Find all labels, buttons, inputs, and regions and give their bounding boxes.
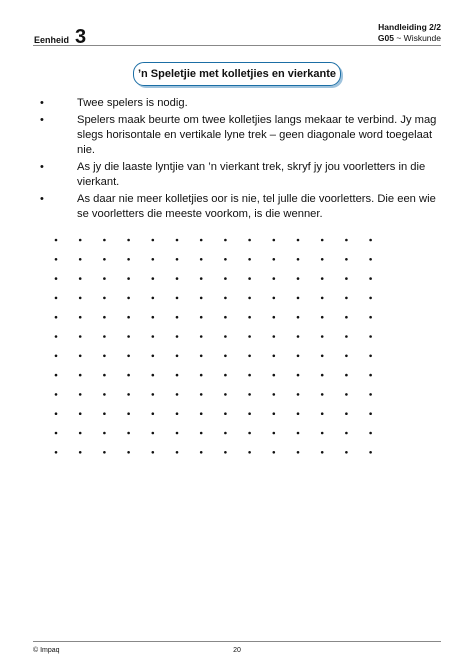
grid-dot[interactable] [297, 335, 300, 338]
grid-dot[interactable] [297, 374, 300, 377]
grid-dot[interactable] [321, 239, 324, 242]
grid-dot[interactable] [176, 374, 179, 377]
grid-dot[interactable] [103, 239, 106, 242]
page-number: 20 [233, 647, 241, 654]
grid-dot[interactable] [224, 451, 227, 454]
footer-divider [33, 641, 441, 642]
grid-dot[interactable] [345, 374, 348, 377]
grid-dot[interactable] [152, 393, 155, 396]
grid-dot[interactable] [273, 393, 276, 396]
grid-dot[interactable] [224, 393, 227, 396]
bullet-icon: • [40, 193, 44, 205]
grid-dot[interactable] [152, 374, 155, 377]
grid-dot[interactable] [176, 335, 179, 338]
grid-dot[interactable] [224, 374, 227, 377]
grid-dot[interactable] [248, 277, 251, 280]
grid-dot[interactable] [273, 412, 276, 415]
grid-dot[interactable] [55, 374, 58, 377]
grid-dot[interactable] [79, 258, 82, 261]
bullet-icon: • [40, 161, 44, 173]
grid-dot[interactable] [369, 412, 372, 415]
grid-dot[interactable] [176, 412, 179, 415]
grid-dot[interactable] [127, 374, 130, 377]
grid-dot[interactable] [103, 258, 106, 261]
grid-dot[interactable] [248, 412, 251, 415]
grid-dot[interactable] [345, 451, 348, 454]
grid-dot[interactable] [200, 412, 203, 415]
grid-dot[interactable] [248, 297, 251, 300]
grid-dot[interactable] [103, 316, 106, 319]
rule-text: As jy die laaste lyntjie van ’n vierkant trek, skryf jy jou voorletters in die vierkant. [77, 161, 426, 188]
rules-list [40, 96, 438, 224]
grid-dot[interactable] [248, 451, 251, 454]
rule-text: As daar nie meer kolletjies oor is nie, tel julle die voorletters. Die een wie se voorletters die meeste voorkom, is die wenner. [77, 193, 436, 220]
grid-dot[interactable] [200, 451, 203, 454]
grid-dot[interactable] [297, 258, 300, 261]
grid-dot[interactable] [176, 316, 179, 319]
grid-dot[interactable] [297, 239, 300, 242]
grid-dot[interactable] [176, 355, 179, 358]
grid-dot[interactable] [273, 355, 276, 358]
grid-dot[interactable] [127, 297, 130, 300]
grid-dot[interactable] [200, 258, 203, 261]
grid-dot[interactable] [321, 355, 324, 358]
grid-dot[interactable] [273, 374, 276, 377]
rule-item [40, 96, 438, 111]
rule-item [40, 160, 438, 190]
grid-dot[interactable] [152, 355, 155, 358]
grid-dot[interactable] [369, 277, 372, 280]
bullet-icon: • [40, 97, 44, 109]
grade-subject [378, 33, 441, 44]
grid-dot[interactable] [200, 335, 203, 338]
grid-dot[interactable] [345, 277, 348, 280]
grid-dot[interactable] [152, 412, 155, 415]
grid-dot[interactable] [321, 297, 324, 300]
grid-dot[interactable] [103, 335, 106, 338]
grid-dot[interactable] [103, 355, 106, 358]
grid-dot[interactable] [273, 316, 276, 319]
grid-dot[interactable] [297, 412, 300, 415]
grid-dot[interactable] [321, 393, 324, 396]
grid-dot[interactable] [248, 239, 251, 242]
grid-dot[interactable] [176, 393, 179, 396]
grid-dot[interactable] [79, 316, 82, 319]
grid-dot[interactable] [224, 355, 227, 358]
grid-dot[interactable] [321, 412, 324, 415]
grid-dot[interactable] [224, 277, 227, 280]
grid-dot[interactable] [55, 355, 58, 358]
grid-dot[interactable] [55, 316, 58, 319]
grid-dot[interactable] [79, 335, 82, 338]
grid-dot[interactable] [345, 335, 348, 338]
grid-dot[interactable] [103, 393, 106, 396]
grid-dot[interactable] [103, 432, 106, 435]
grid-dot[interactable] [55, 277, 58, 280]
grid-dot[interactable] [103, 374, 106, 377]
grid-dot[interactable] [321, 316, 324, 319]
grid-dot[interactable] [200, 432, 203, 435]
grid-dot[interactable] [321, 258, 324, 261]
grid-dot[interactable] [103, 277, 106, 280]
bullet-icon: • [40, 114, 44, 126]
grid-dot[interactable] [103, 297, 106, 300]
grid-dot[interactable] [200, 277, 203, 280]
unit-label: Eenheid [34, 35, 70, 45]
grid-dot[interactable] [224, 258, 227, 261]
grid-dot[interactable] [127, 239, 130, 242]
unit-number: 3 [75, 26, 87, 48]
grid-dot[interactable] [273, 335, 276, 338]
subject-separator: ~ [393, 33, 404, 43]
grid-dot[interactable] [345, 432, 348, 435]
grid-dot[interactable] [321, 451, 324, 454]
grid-dot[interactable] [297, 277, 300, 280]
grid-dot[interactable] [55, 335, 58, 338]
grid-dot[interactable] [321, 335, 324, 338]
grid-dot[interactable] [127, 335, 130, 338]
grid-dot[interactable] [369, 297, 372, 300]
grid-dot[interactable] [224, 239, 227, 242]
grid-dot[interactable] [176, 432, 179, 435]
grid-dot[interactable] [345, 355, 348, 358]
grid-dot[interactable] [200, 316, 203, 319]
grid-dot[interactable] [369, 239, 372, 242]
grid-dot[interactable] [127, 393, 130, 396]
grid-dot[interactable] [200, 374, 203, 377]
grid-dot[interactable] [55, 432, 58, 435]
grid-dot[interactable] [297, 297, 300, 300]
grid-dot[interactable] [321, 277, 324, 280]
grid-dot[interactable] [369, 258, 372, 261]
grid-dot[interactable] [369, 393, 372, 396]
grid-dot[interactable] [273, 277, 276, 280]
grade-code: G05 [377, 33, 394, 43]
grid-dot[interactable] [297, 451, 300, 454]
grid-dot[interactable] [55, 451, 58, 454]
grid-dot[interactable] [103, 451, 106, 454]
grid-dot[interactable] [297, 316, 300, 319]
grid-dot[interactable] [200, 239, 203, 242]
grid-dot[interactable] [224, 335, 227, 338]
grid-dot[interactable] [152, 297, 155, 300]
grid-dot[interactable] [127, 432, 130, 435]
grid-dot[interactable] [55, 258, 58, 261]
grid-dot[interactable] [79, 374, 82, 377]
guide-label: Handleiding 2/2 [378, 22, 441, 32]
grid-dot[interactable] [79, 393, 82, 396]
copyright-notice: © Impaq [33, 647, 60, 654]
grid-dot[interactable] [200, 355, 203, 358]
grid-dot[interactable] [297, 432, 300, 435]
grid-dot[interactable] [79, 239, 82, 242]
rule-text: Twee spelers is nodig. [77, 97, 188, 109]
dot-grid [40, 230, 380, 500]
grid-dot[interactable] [369, 451, 372, 454]
grid-dot[interactable] [369, 316, 372, 319]
grid-dot[interactable] [152, 277, 155, 280]
grid-dot[interactable] [200, 297, 203, 300]
grid-dot[interactable] [127, 258, 130, 261]
grid-dot[interactable] [79, 277, 82, 280]
grid-dot[interactable] [345, 258, 348, 261]
grid-dot[interactable] [345, 239, 348, 242]
grid-dot[interactable] [273, 451, 276, 454]
grid-dot[interactable] [152, 239, 155, 242]
grid-dot[interactable] [79, 355, 82, 358]
grid-dot[interactable] [248, 355, 251, 358]
grid-dot[interactable] [55, 412, 58, 415]
grid-dot[interactable] [248, 374, 251, 377]
grid-dot[interactable] [297, 355, 300, 358]
grid-dot[interactable] [224, 316, 227, 319]
grid-dot[interactable] [345, 393, 348, 396]
grid-dot[interactable] [224, 432, 227, 435]
grid-dot[interactable] [345, 412, 348, 415]
grid-dot[interactable] [152, 316, 155, 319]
grid-dot[interactable] [297, 393, 300, 396]
grid-dot[interactable] [55, 297, 58, 300]
grid-dot[interactable] [369, 432, 372, 435]
grid-dot[interactable] [224, 297, 227, 300]
grid-dot[interactable] [176, 297, 179, 300]
grid-dot[interactable] [248, 432, 251, 435]
grid-dot[interactable] [369, 335, 372, 338]
grid-dot[interactable] [273, 258, 276, 261]
grid-dot[interactable] [152, 335, 155, 338]
rule-text: Spelers maak beurte om twee kolletjies langs mekaar te verbind. Jy mag slegs horisontale en vertikale lyne trek – geen diagonale word toegelaat nie. [77, 114, 437, 156]
grid-dot[interactable] [127, 412, 130, 415]
grid-dot[interactable] [176, 277, 179, 280]
grid-dot[interactable] [248, 258, 251, 261]
activity-title: ’n Speletjie met kolletjies en vierkante [133, 62, 341, 86]
grid-dot[interactable] [321, 374, 324, 377]
rule-item [40, 192, 438, 222]
grid-dot[interactable] [200, 393, 203, 396]
grid-dot[interactable] [79, 297, 82, 300]
grid-dot[interactable] [369, 355, 372, 358]
grid-dot[interactable] [176, 451, 179, 454]
grid-dot[interactable] [127, 451, 130, 454]
rule-item [40, 113, 438, 158]
header-divider [33, 45, 441, 46]
guide-info [378, 22, 441, 44]
grid-dot[interactable] [345, 316, 348, 319]
grid-dot[interactable] [248, 316, 251, 319]
grid-dot[interactable] [152, 451, 155, 454]
grid-dot[interactable] [248, 335, 251, 338]
grid-dot[interactable] [273, 432, 276, 435]
grid-dot[interactable] [127, 277, 130, 280]
grid-dot[interactable] [321, 432, 324, 435]
grid-dot[interactable] [273, 239, 276, 242]
grid-dot[interactable] [55, 239, 58, 242]
grid-dot[interactable] [152, 258, 155, 261]
grid-dot[interactable] [127, 316, 130, 319]
grid-dot[interactable] [103, 412, 106, 415]
grid-dot[interactable] [176, 258, 179, 261]
grid-dot[interactable] [224, 412, 227, 415]
grid-dot[interactable] [79, 451, 82, 454]
subject-name: Wiskunde [403, 33, 441, 43]
grid-dot[interactable] [79, 432, 82, 435]
grid-dot[interactable] [152, 432, 155, 435]
grid-dot[interactable] [369, 374, 372, 377]
grid-dot[interactable] [345, 297, 348, 300]
grid-dot[interactable] [248, 393, 251, 396]
grid-dot[interactable] [273, 297, 276, 300]
grid-dot[interactable] [79, 412, 82, 415]
grid-dot[interactable] [55, 393, 58, 396]
grid-dot[interactable] [127, 355, 130, 358]
grid-dot[interactable] [176, 239, 179, 242]
